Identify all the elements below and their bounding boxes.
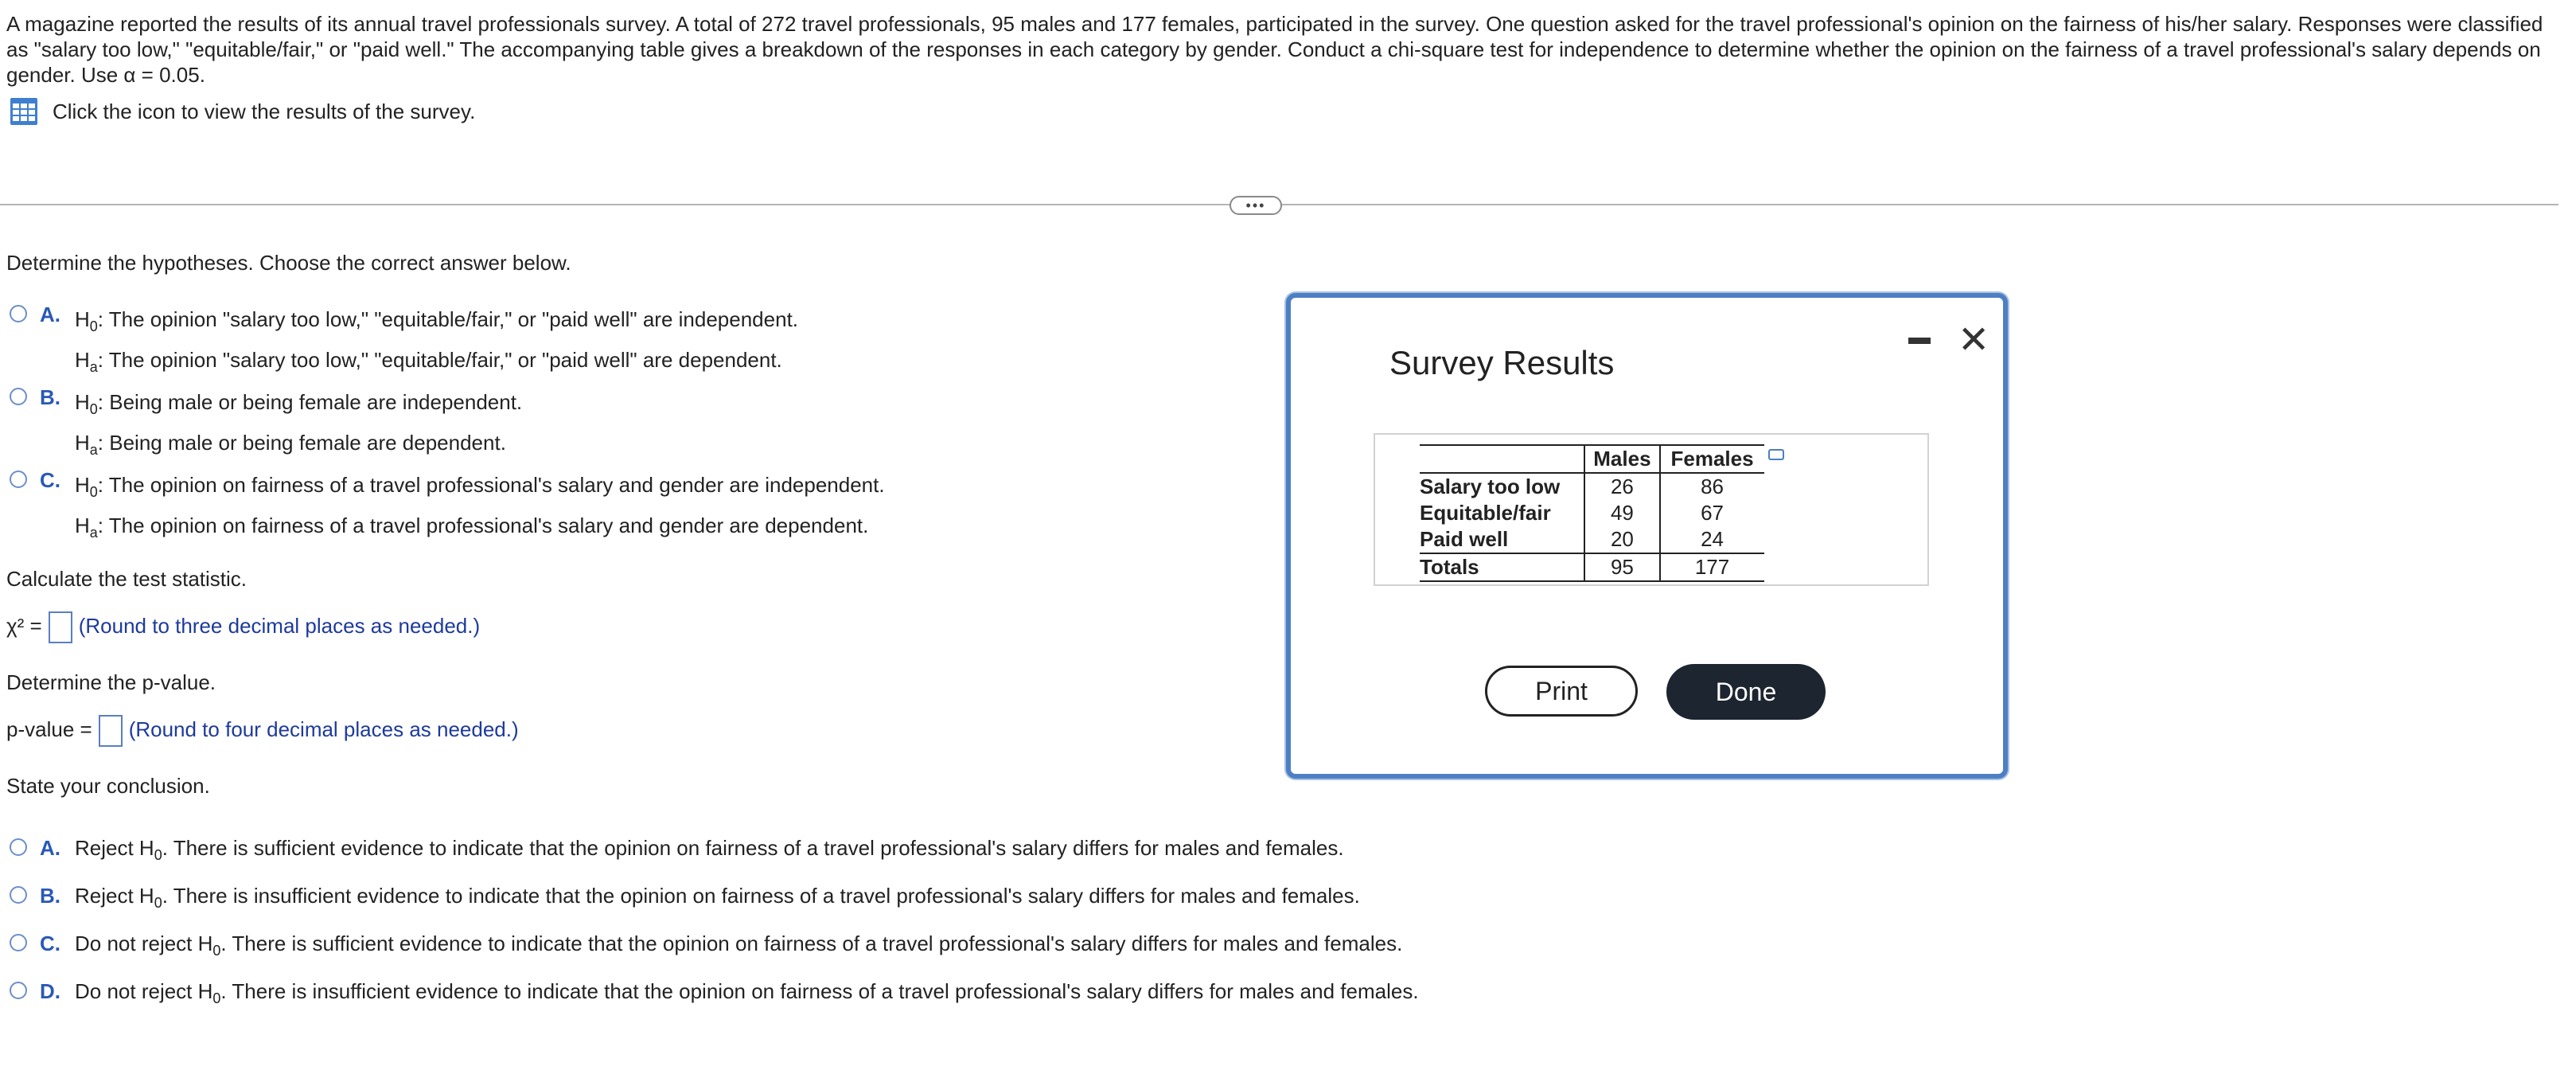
option-letter: C. <box>40 932 60 955</box>
pvalue-input[interactable] <box>99 715 123 747</box>
null-hypothesis: $H_0$: The opinion "salary too low," "equitable/fair," or "paid well" are independent. <box>75 307 799 334</box>
done-button[interactable]: Done <box>1666 664 1826 720</box>
option-letter: B. <box>40 884 60 908</box>
cell: 26 <box>1584 473 1659 500</box>
survey-table <box>1420 444 1764 582</box>
column-header: Females <box>1660 445 1764 473</box>
survey-results-dialog <box>1286 293 2008 779</box>
corner-cell <box>1420 445 1584 473</box>
copy-icon[interactable] <box>1768 449 1784 460</box>
close-icon[interactable]: ✕ <box>1958 319 1990 361</box>
dialog-title: Survey Results <box>1389 344 1615 381</box>
pvalue-prompt: Determine the p-value. <box>6 670 216 694</box>
conclusion-option-d[interactable]: D. Do not reject $H_0$. There is insufficient evidence to indicate that the opinion on fairness of a travel professional's salary differs for males and females. <box>10 979 1419 1007</box>
cell: 24 <box>1701 527 1724 551</box>
row-label: Salary too low <box>1420 473 1584 500</box>
survey-link[interactable] <box>10 97 475 126</box>
statistic-prompt: Calculate the test statistic. <box>6 567 247 591</box>
chi-square-label: χ² = <box>6 613 42 638</box>
pvalue-hint: (Round to four decimal places as needed.) <box>128 717 519 741</box>
cell: 20 <box>1584 526 1659 553</box>
print-button[interactable]: Print <box>1485 666 1638 717</box>
radio-button[interactable] <box>10 305 27 322</box>
row-label: Equitable/fair <box>1420 501 1551 525</box>
conclusion-option-c[interactable]: C. Do not reject $H_0$. There is sufficient evidence to indicate that the opinion on fairness of a travel professional's salary differs for males and females. <box>10 932 1402 959</box>
statistic-hint: (Round to three decimal places as needed.) <box>78 613 481 638</box>
option-letter: C. <box>40 468 60 492</box>
radio-button[interactable] <box>10 471 27 488</box>
pvalue-label: p-value = <box>6 717 92 741</box>
option-letter: A. <box>40 836 60 860</box>
expand-button[interactable]: ••• <box>1230 196 1282 215</box>
radio-button[interactable] <box>10 886 27 904</box>
statistic-row <box>6 611 480 643</box>
cell: 67 <box>1701 501 1724 525</box>
pvalue-row <box>6 715 519 747</box>
table-row <box>1420 526 1764 553</box>
alt-hypothesis: $H_a$: The opinion on fairness of a travel professional's salary and gender are dependent. <box>75 514 869 541</box>
null-hypothesis: $H_0$: Being male or being female are independent. <box>75 390 523 417</box>
option-letter: A. <box>40 303 60 326</box>
alt-hypothesis: $H_a$: Being male or being female are dependent. <box>75 431 506 458</box>
hypothesis-option-a[interactable] <box>10 303 798 384</box>
hypothesis-option-b[interactable] <box>10 385 522 467</box>
chi-square-input[interactable] <box>49 611 72 643</box>
option-letter: D. <box>40 979 60 1003</box>
conclusion-option-b[interactable]: B. Reject $H_0$. There is insufficient evidence to indicate that the opinion on fairness of a travel professional's salary differs for males and females. <box>10 884 1360 912</box>
conclusion-option-a[interactable]: A. Reject $H_0$. There is sufficient evidence to indicate that the opinion on fairness of a travel professional's salary differs for males and females. <box>10 836 1344 864</box>
hypothesis-option-c[interactable] <box>10 468 885 549</box>
table-icon[interactable] <box>10 97 38 126</box>
minimize-icon[interactable] <box>1908 338 1931 344</box>
radio-button[interactable] <box>10 838 27 856</box>
question-text: A magazine reported the results of its annual travel professionals survey. A total of 272 travel professionals, 95 males and 177 females, participated in the survey. One question asked for the travel professional's opinion on the fairness of his/her salary. Responses were classified as "salary too low," "equitable/fair," or "paid well." The accompanying table gives a breakdown of the responses in each category by gender. Conduct a chi-square test for independence to determine whether the opinion on the fairness of a travel professional's salary depends on gender. Use α = 0.05. <box>6 12 2543 87</box>
column-header: Males <box>1584 445 1659 473</box>
cell: 86 <box>1660 473 1764 500</box>
cell: 95 <box>1584 553 1659 581</box>
table-row <box>1420 473 1764 500</box>
table-row <box>1420 500 1764 526</box>
row-label: Totals <box>1420 553 1584 581</box>
row-label: Paid well <box>1420 527 1509 551</box>
option-letter: B. <box>40 385 60 409</box>
null-hypothesis: $H_0$: The opinion on fairness of a travel professional's salary and gender are independent. <box>75 473 885 500</box>
cell: 49 <box>1584 500 1659 526</box>
radio-button[interactable] <box>10 934 27 951</box>
radio-button[interactable] <box>10 982 27 999</box>
conclusion-prompt: State your conclusion. <box>6 774 210 798</box>
alt-hypothesis: $H_a$: The opinion "salary too low," "equitable/fair," or "paid well" are dependent. <box>75 348 782 375</box>
survey-link-text[interactable]: Click the icon to view the results of the survey. <box>53 99 476 123</box>
radio-button[interactable] <box>10 388 27 405</box>
hypotheses-prompt: Determine the hypotheses. Choose the correct answer below. <box>6 251 571 275</box>
cell: 177 <box>1660 553 1764 581</box>
table-row <box>1420 553 1764 581</box>
